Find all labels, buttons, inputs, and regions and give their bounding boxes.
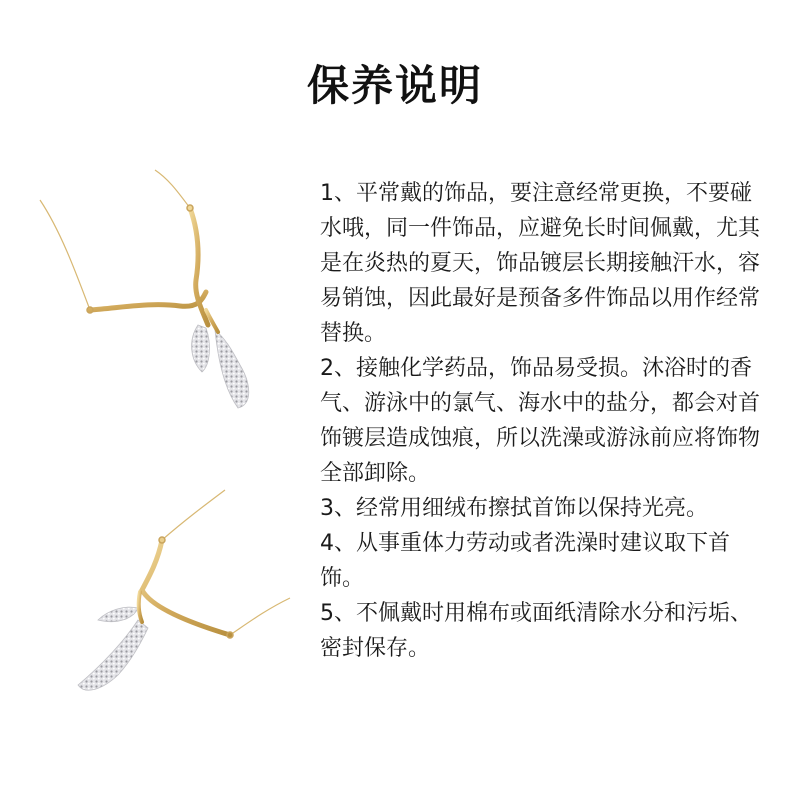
care-item-2: 2、接触化学药品，饰品易受损。沐浴时的香气、游泳中的氯气、海水中的盐分，都会对首饰镀层造成蚀痕，所以洗澡或游泳前应将饰物全部卸除。 (320, 356, 761, 486)
care-item-4: 4、从事重体力劳动或者洗澡时建议取下首饰。 (320, 531, 730, 591)
care-item-3: 3、经常用细绒布擦拭首饰以保持光亮。 (320, 496, 708, 521)
care-item-5: 5、不佩戴时用棉布或面纸清除水分和污垢、密封保存。 (320, 601, 752, 661)
care-instructions (320, 176, 760, 666)
page-title: 保养说明 (306, 61, 483, 110)
necklace-photo-top (30, 160, 300, 430)
care-item-1: 1、平常戴的饰品，要注意经常更换，不要碰水哦，同一件饰品，应避免长时间佩戴，尤其是在炎热的夏天，饰品镀层长期接触汗水，容易销蚀，因此最好是预备多件饰品以用作经常替换。 (320, 181, 761, 346)
necklace-photo-bottom (30, 480, 300, 710)
